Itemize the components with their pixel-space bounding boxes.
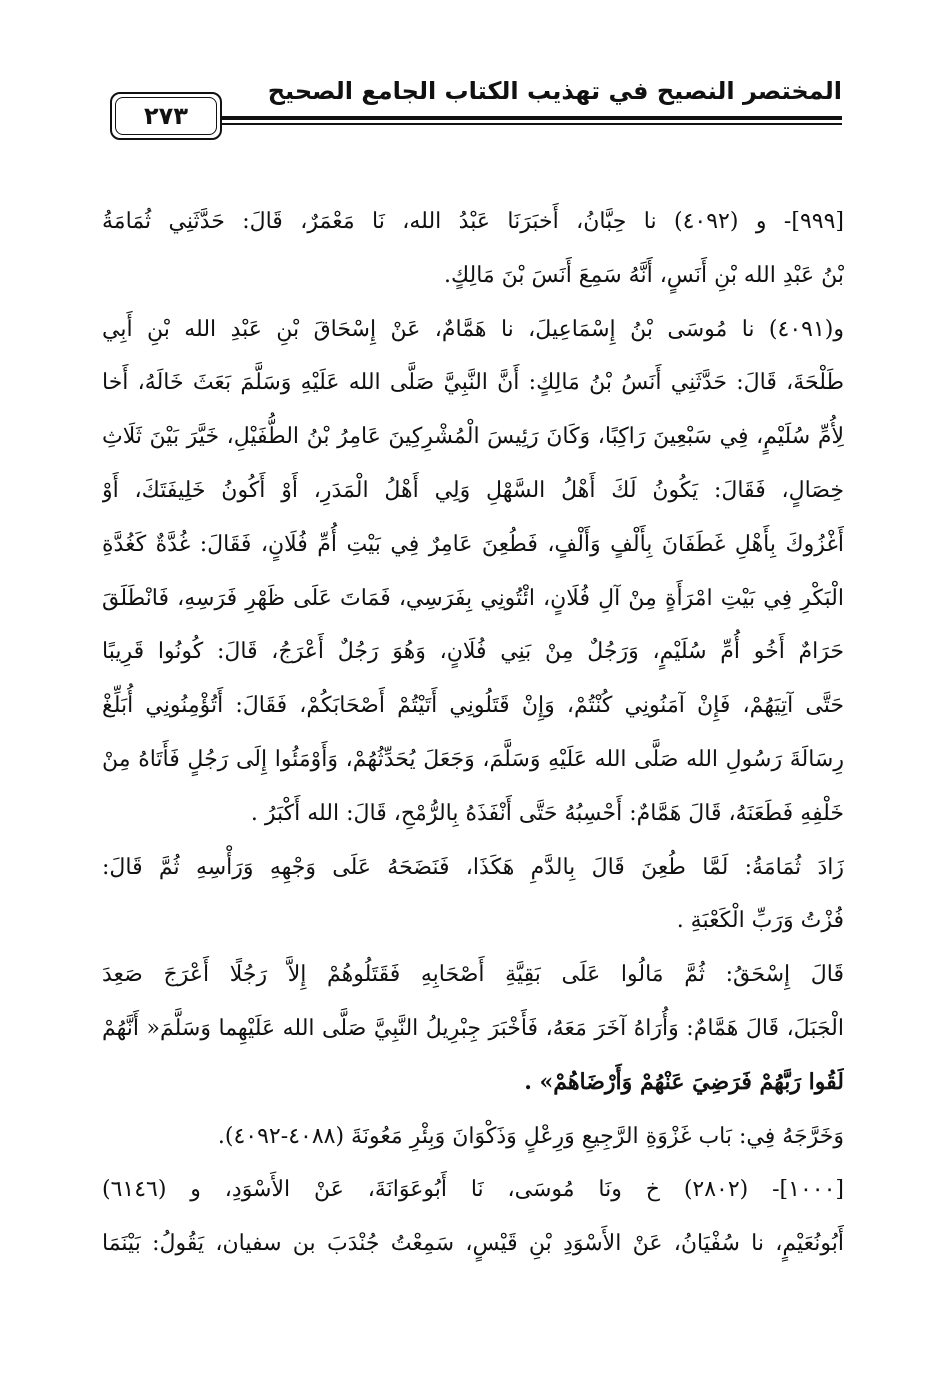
body-text (102, 195, 844, 1271)
text-line: و(٤٠٩١) نا مُوسَى بْنُ إِسْمَاعِيلَ، نا هَمَّامٌ، عَنْ إِسْحَاقَ بْنِ عَبْدِ الله بْنِ أَبِي (102, 316, 844, 342)
text-line: خِصَالٍ، فَقَالَ: يَكُونُ لَكَ أَهْلُ السَّهْلِ وَلِي أَهْلُ الْمَدَرِ، أَوْ أَكُونُ خَلِيفَتَكَ، أَوْ (102, 477, 844, 503)
text-line: طَلْحَةَ، قَالَ: حَدَّثَنِي أَنَسُ بْنُ مَالِكٍ: أَنَّ النَّبِيَّ صَلَّى الله عَلَيْهِ وَسَلَّمَ بَعَثَ خَالَهُ، أَخا (102, 370, 844, 396)
text-line: أَغْزُوكَ بِأَهْلِ غَطَفَانَ بِأَلْفٍ وَأَلْفٍ، فَطُعِنَ عَامِرٌ فِي بَيْتِ أُمِّ فُلَانٍ، فَقَالَ: غُدَّةٌ كَغُدَّةِ (102, 531, 844, 557)
text-line: فُزْتُ وَرَبِّ الْكَعْبَةِ . (676, 908, 844, 934)
page-number: ٢٧٣ (144, 102, 188, 130)
text-line: [١٠٠٠]- (٢٨٠٢) خ ونَا مُوسَى، نَا أَبُوعَوَانَةَ، عَنْ الأَسْوَدِ، و (٦١٤٦) (102, 1177, 844, 1203)
text-line: زَادَ ثُمَامَةُ: لَمَّا طُعِنَ قَالَ بِالدَّمِ هَكَذَا، فَنَضَحَهُ عَلَى وَجْهِهِ وَرَأْسِهِ ثُمَّ قَالَ: (102, 854, 844, 880)
text-line: حَتَّى آتِيَهُمْ، فَإِنْ آمَنُونِي كُنْتُمْ، وَإِنْ قَتَلُونِي أَتَيْتُمْ أَصْحَابَكُمْ، فَقَالَ: أَتُؤْمِنُونِي أُبَلِّغْ (102, 693, 844, 719)
text-line: [٩٩٩]- و (٤٠٩٢) نا حِبَّانُ، أَخبَرَنَا عَبْدُ الله، نَا مَعْمَرٌ، قَالَ: حَدَّثَنِي ثُمَامَةُ (102, 209, 844, 234)
text-line: وَخَرَّجَهُ فِي: بَاب غَزْوَةِ الرَّجِيعِ وَرِعْلٍ وَذَكْوَانَ وَبِئْرِ مَعُونَةَ (٤٠٨٨-٤٠٩٢). (217, 1123, 844, 1149)
header-rule-thin (222, 123, 842, 125)
page-number-frame (110, 92, 222, 140)
text-line: حَرَامٌ أَخُو أُمِّ سُلَيْمٍ، وَرَجُلٌ مِنْ بَنِي فُلَانٍ، وَهُوَ رَجُلٌ أَعْرَجُ، قَالَ: كُونُوا قَرِيبًا (102, 639, 844, 665)
header-rule (222, 116, 842, 120)
text-line: لَقُوا رَبَّهُمْ فَرَضِيَ عَنْهُمْ وَأَرْضَاهُمْ» . (524, 1068, 844, 1095)
book-title: المختصر النصيح في تهذيب الكتاب الجامع الصحيح (267, 77, 842, 105)
text-line: لِأُمِّ سُلَيْمٍ، فِي سَبْعِينَ رَاكِبًا، وَكَانَ رَئِيسَ الْمُشْرِكِينَ عَامِرُ بْنُ الطُّفَيْلِ، خَيَّرَ بَيْنَ ثَلَاثِ (102, 424, 844, 450)
text-line: خَلْفِهِ فَطَعَنَهُ، قَالَ هَمَّامٌ: أَحْسِبُهُ حَتَّى أَنْفَذَهُ بِالرُّمْحِ، قَالَ: الله أَكْبَرُ . (250, 800, 844, 826)
text-line: قَالَ إِسْحَقُ: ثُمَّ مَالُوا عَلَى بَقِيَّةِ أَصْحَابِهِ فَقَتَلُوهُمْ إِلاَّ رَجُلًا أَعْرَجَ صَعِدَ (102, 962, 844, 988)
text-line: بْنُ عَبْدِ الله بْنِ أَنَسٍ، أَنَّهُ سَمِعَ أَنَسَ بْنَ مَالِكٍ. (443, 262, 844, 288)
text-line: الْجَبَلَ، قَالَ هَمَّامٌ: وَأُرَاهُ آخَرَ مَعَهُ، فَأَخْبَرَ جِبْرِيلُ النَّبِيَّ صَلَّى الله عَلَيْهِما وَسَلَّمَ« أَنَّهُمْ (102, 1015, 844, 1041)
text-line: أَبُونُعَيْمٍ، نا سُفْيَانُ، عَنْ الأَسْوَدِ بْنِ قَيْسٍ، سَمِعْتُ جُنْدَبَ بن سفيان، يَقُولُ: بَيْنَمَا (102, 1231, 844, 1257)
text-line: رِسَالَةَ رَسُولِ الله صَلَّى الله عَلَيْهِ وَسَلَّمَ، وَجَعَلَ يُحَدِّثُهُمْ، وَأَوْمَئُوا إِلَى رَجُلٍ فَأَتَاهُ مِنْ (102, 746, 844, 772)
text-line: الْبَكْرِ فِي بَيْتِ امْرَأَةٍ مِنْ آلِ فُلَانٍ، ائْتُونِي بِفَرَسِي، فَمَاتَ عَلَى ظَهْرِ فَرَسِهِ، فَانْطَلَقَ (102, 585, 844, 611)
